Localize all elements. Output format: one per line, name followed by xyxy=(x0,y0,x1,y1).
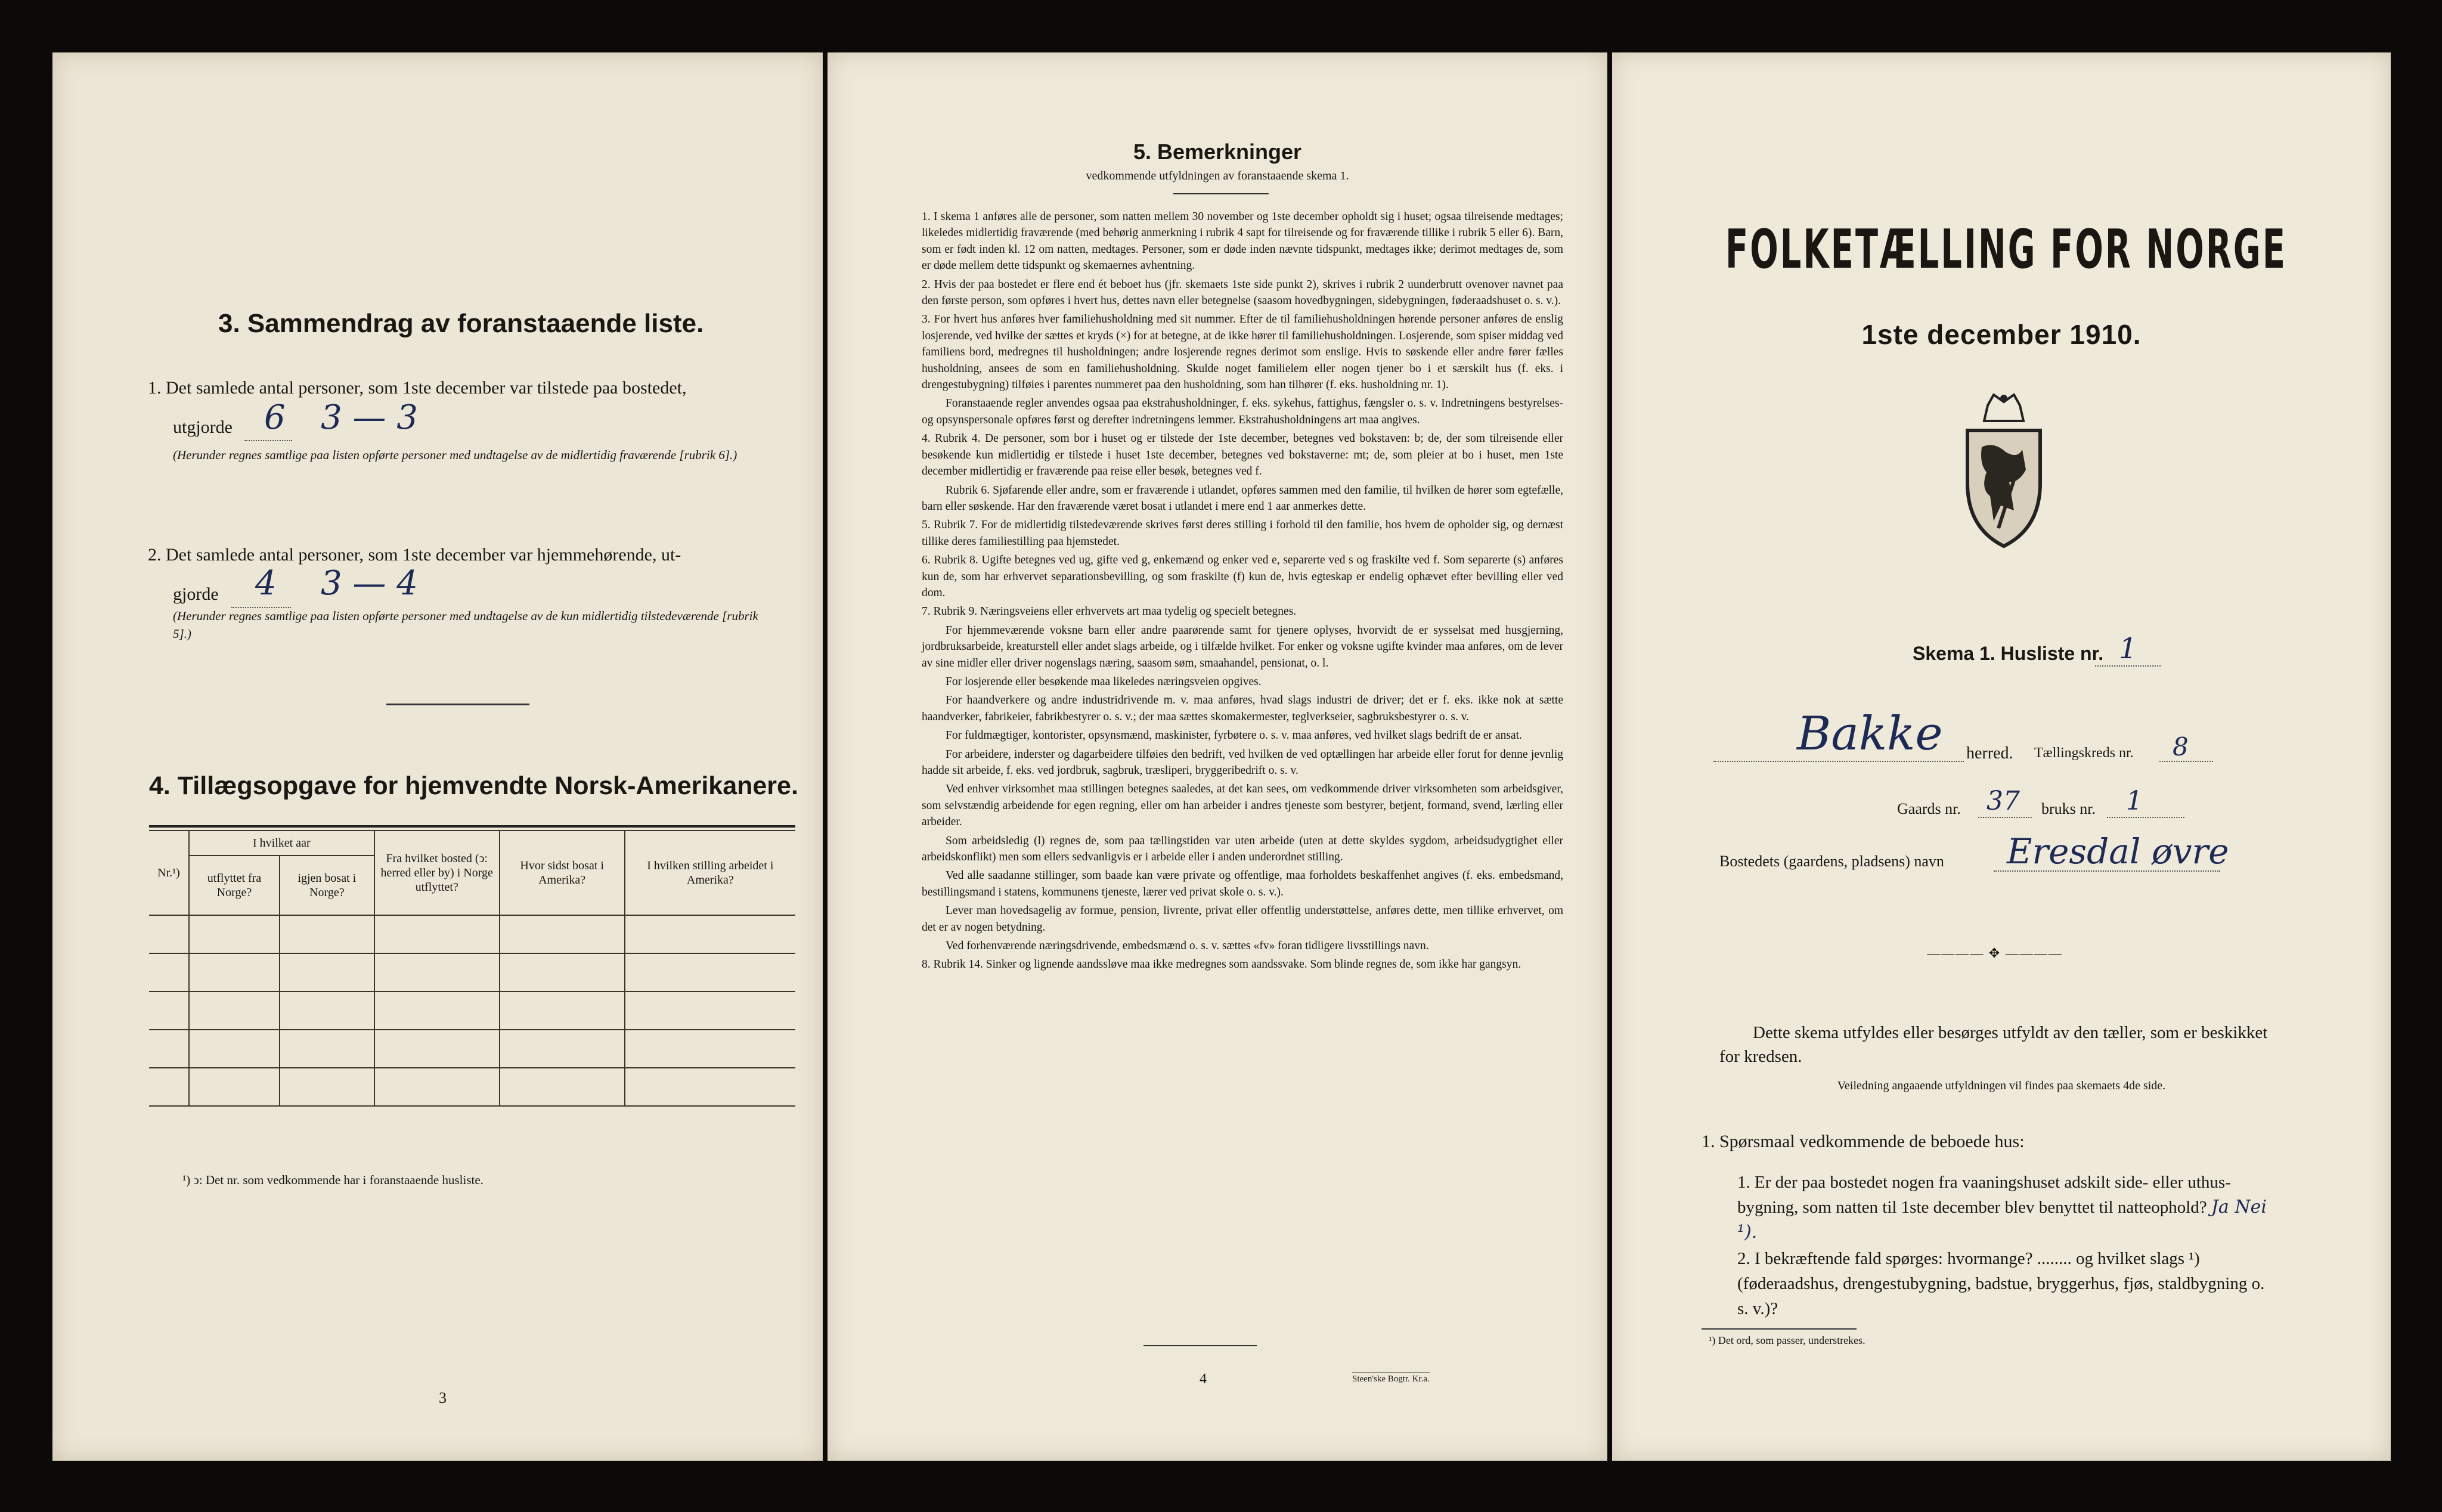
kreds-label: Tællingskreds nr. xyxy=(2034,745,2134,761)
front-footnote: ¹) Det ord, som passer, understrekes. xyxy=(1709,1334,1865,1346)
col-from-where: Fra hvilket bosted (ↄ: herred eller by) i Norge utflyttet? xyxy=(374,831,500,915)
col-last-america: Hvor sidst bosat i Amerika? xyxy=(500,831,625,915)
question-2: 2. I bekræftende fald spørges: hvormange? ........ og hvilket slags ¹) (føderaadshus, drengestubygning, badstue, bryggerhus, fjøs, staldbygning o. s. v.)? xyxy=(1737,1249,2265,1318)
summary-item-2: 2. Det samlede antal personer, som 1ste december var hjemmehørende, ut- xyxy=(148,545,681,565)
item-2-label: gjorde xyxy=(173,584,219,604)
item-1-dotted-line xyxy=(244,440,292,441)
printer-note: Steen'ske Bogtr. Kr.a. xyxy=(1352,1372,1430,1384)
item-1-label: utgjorde xyxy=(173,417,233,437)
remark-paragraph: Lever man hovedsagelig av formue, pension, livrente, privat eller offentlig understøttelse, anføres dette, men tillike erhvervet, om det er av nogen betydning. xyxy=(922,904,1563,934)
table-footnote: ¹) ↄ: Det nr. som vedkommende har i foranstaaende husliste. xyxy=(182,1173,484,1187)
husliste-line xyxy=(2095,665,2161,667)
remark-paragraph: Ved enhver virksomhet maa stillingen betegnes saaledes, at det kan sees, om vedkommende driver virksomheten som arbeidsgiver, som selvstændig arbeidende for egen regning, eller om han arbeider i andres tjeneste som bestyrer, betjent, formand, svend, lærling eller arbeider. xyxy=(922,783,1563,829)
remark-paragraph: For hjemmeværende voksne barn eller andre paarørende samt for tjenere oplyses, hvorvidt de er sysselsat med husgjerning, jordbruksarbeide, kreaturstell eller andet slags arbeide, og i tilfælde hvilket. For enker og voksne ugifte kvinder maa anføres, om de lever av sine midler eller driver nogenslags næring, saasom søm, smaahandel, pensionat, o. l. xyxy=(922,624,1563,670)
remarks-subtitle: vedkommende utfyldningen av foranstaaende skema 1. xyxy=(1086,169,1349,182)
item-2-value: 4 xyxy=(255,564,277,603)
col-returned: igjen bosat i Norge? xyxy=(280,856,374,915)
schema-label: Skema 1. Husliste nr. xyxy=(1913,643,2104,664)
herred-line xyxy=(1713,761,1964,762)
gaards-line xyxy=(1978,817,2032,818)
bruks-line xyxy=(2107,817,2184,818)
question-1-text: 1. Er der paa bostedet nogen fra vaaningshuset adskilt side- eller uthus-bygning, som natten til 1ste december blev benyttet til natteophold? xyxy=(1737,1173,2231,1217)
ornament-divider: ———— ✥ ———— xyxy=(1927,946,2063,961)
table-row xyxy=(149,1030,795,1068)
item-1-note: (Herunder regnes samtlige paa listen opførte personer med undtagelse av de midlertidig fraværende [rubrik 6].) xyxy=(173,448,737,462)
remark-paragraph: 4. Rubrik 4. De personer, som bor i huset og er tilstede der 1ste december, betegnes ved bokstaven: b; de, der som tilreisende eller besøkende kun midlertidig er tilstede i huset 1ste december, betegnes ved bokstaverne: mt; de, som pleier at bo i huset, men 1ste december midlertidig er fraværende paa reise eller besøk, betegnes ved f. xyxy=(922,432,1563,478)
remark-paragraph: 3. For hvert hus anføres hver familiehusholdning med sit nummer. Efter de til familiehusholdningen hørende personer anføres de enslig losjerende, ved hvilke der sættes et kryds (×) for at betegne, at de ikke hører til familiehusholdningen. Losjerende, som spiser middag ved familiens bord, medregnes til husholdningen; andre losjerende regnes derimot som enslige. Hvis to søskende eller andre fører fælles husholdning, ansees de som en familiehusholdning. Skulde noget familielem eller nogen tjener bo i et særskilt hus (f. eks. i drengestubygning) tilføies i parentes nummeret paa den husholdning, som han tilhører (f. eks. husholdning nr. 1). xyxy=(922,313,1563,392)
gaards-label: Gaards nr. xyxy=(1897,800,1961,817)
remark-paragraph: For arbeidere, inderster og dagarbeidere tilføies den bedrift, ved hvilken de ved optællingen har arbeide eller forut for denne jevnlig hadde sit arbeide, f. eks. ved jordbruk, sagbruk, træsliperi, bryggeribedrift o. s. v. xyxy=(922,748,1563,777)
remark-paragraph: 7. Rubrik 9. Næringsveiens eller erhvervets art maa tydelig og specielt betegnes. xyxy=(922,605,1297,618)
col-nr: Nr.¹) xyxy=(149,831,189,915)
table-row xyxy=(149,992,795,1030)
page-4-remarks xyxy=(828,52,1607,1461)
footnote-rule xyxy=(1702,1328,1857,1330)
item-1-handwritten: 3 — 3 xyxy=(321,398,418,437)
remark-paragraph: For losjerende eller besøkende maa likeledes næringsveien opgives. xyxy=(946,675,1262,688)
col-group-year: I hvilket aar xyxy=(189,831,374,856)
item-2-handwritten: 3 — 4 xyxy=(321,564,418,603)
husliste-value: 1 xyxy=(2119,632,2137,665)
intro-small: Veiledning angaaende utfyldningen vil findes paa skemaets 4de side. xyxy=(1837,1079,2166,1092)
section-3-title: 3. Sammendrag av foranstaaende liste. xyxy=(218,309,704,338)
section-4-title: 4. Tillægsopgave for hjemvendte Norsk-Amerikanere. xyxy=(149,772,798,800)
remark-paragraph: Som arbeidsledig (l) regnes de, som paa tællingstiden var uten arbeide (uten at dette skyldes sygdom, arbeidsudygtighet eller arbeidskonflikt) men som ellers sedvanligvis er i arbeide eller i anden underordnet stilling. xyxy=(922,834,1563,864)
norway-coat-of-arms-icon xyxy=(1952,394,2056,551)
remark-paragraph: Foranstaaende regler anvendes ogsaa paa ekstrahusholdninger, f. eks. sykehus, fattighus, fængsler o. s. v. Indretningens bestyrelses- og opsynspersonale opføres først og derefter indretningens lemmer. Ekstrahusholdningens art maa angives. xyxy=(922,397,1563,426)
remark-paragraph: 2. Hvis der paa bostedet er flere end ét beboet hus (jfr. skemaets 1ste side punkt 2), skrives i rubrik 2 uunderbrutt ovenover navnet paa den første person, som opføres i hvert hus, dettes navn eller betegnelse (saasom hovedbygningen, sidebygningen, føderaadshuset o. s. v.). xyxy=(922,278,1563,308)
col-emigrated: utflyttet fra Norge? xyxy=(189,856,280,915)
remark-paragraph: Ved alle saadanne stillinger, som baade kan være private og offentlige, maa forholdets beskaffenhet angives (f. eks. embedsmand, bestillingsmand i statens, kommunens tjeneste, lærer ved privat skole o. s. v.). xyxy=(922,869,1563,898)
question-heading: 1. Spørsmaal vedkommende de beboede hus: xyxy=(1702,1132,2025,1151)
gaards-value: 37 xyxy=(1987,786,2020,816)
item-1-value: 6 xyxy=(264,398,286,437)
census-date: 1ste december 1910. xyxy=(1861,319,2142,350)
summary-item-1: 1. Det samlede antal personer, som 1ste december var tilstede paa bostedet, xyxy=(148,378,687,398)
remark-paragraph: 8. Rubrik 14. Sinker og lignende aandssløve maa ikke medregnes som aandssvake. Som blinde regnes de, som ikke har gangsyn. xyxy=(922,958,1521,971)
norsk-amerikanere-table xyxy=(149,830,795,1107)
remark-paragraph: For fuldmægtiger, kontorister, opsynsmænd, maskinister, fyrbøtere o. s. v. maa anføres, ved hvilket slags bedrift de er ansat. xyxy=(946,729,1522,742)
question-1-answer: Ja Nei ¹). xyxy=(1737,1197,2267,1243)
page-number-3: 3 xyxy=(439,1389,447,1406)
intro-text: Dette skema utfyldes eller besørges utfyldt av den tæller, som er beskikket for kredsen. xyxy=(1719,1023,2268,1066)
remark-paragraph: 1. I skema 1 anføres alle de personer, som natten mellem 30 november og 1ste december opholdt sig i huset; ogsaa tilreisende medtages; likeledes midlertidig fraværende (med behørig anmerkning i rubrik 4 sapt for tilreisende og for fraværende tillike i rubrik 5 eller 6). Barn, som er født inden kl. 12 om natten, medtages. Personer, som er døde inden nævnte tidspunkt, medtages ikke; derimot medtages de, som er døde mellem dette tidspunkt og skemaernes avhentning. xyxy=(922,210,1563,272)
page-3-summary xyxy=(52,52,823,1461)
remark-paragraph: 5. Rubrik 7. For de midlertidig tilstedeværende skrives først deres stilling i forhold til den familie, hos hvem de opholder sig, og dernæst tillike deres familiestilling paa hjemstedet. xyxy=(922,519,1563,548)
remark-paragraph: Ved forhenværende næringsdrivende, embedsmænd o. s. v. sættes «fv» foran tidligere livsstillings navn. xyxy=(946,940,1429,953)
herred-value: Bakke xyxy=(1797,707,1943,761)
herred-label: herred. xyxy=(1966,744,2013,763)
item-2-note: (Herunder regnes samtlige paa listen opførte personer med undtagelse av de kun midlertidig tilstedeværende [rubrik 5].) xyxy=(173,609,758,641)
title-rule xyxy=(1173,193,1269,194)
col-position: I hvilken stilling arbeidet i Amerika? xyxy=(625,831,795,915)
kreds-value: 8 xyxy=(2173,732,2189,761)
main-title: FOLKETÆLLING FOR NORGE xyxy=(1725,218,2288,281)
table-row xyxy=(149,953,795,992)
separator-rule xyxy=(386,704,529,705)
bosted-value: Eresdal øvre xyxy=(2007,831,2229,872)
bosted-label: Bostedets (gaardens, pladsens) navn xyxy=(1719,853,1944,870)
remarks-list xyxy=(922,209,1563,975)
page-number-4: 4 xyxy=(1200,1371,1207,1387)
bruks-label: bruks nr. xyxy=(2041,800,2096,817)
bottom-rule xyxy=(1143,1345,1257,1346)
table-top-rule xyxy=(149,825,795,828)
table-row xyxy=(149,915,795,953)
table-row xyxy=(149,1068,795,1106)
remark-paragraph: For haandverkere og andre industridrivende m. v. maa anføres, hvad slags industri de driver; det er f. eks. ikke nok at sætte haandverker, fabrikeier, fabrikbestyrer o. s. v.; der maa sættes skomakermester, teglverkseier, sagbruksbestyrer o. s. v. xyxy=(922,694,1563,723)
remarks-title: 5. Bemerkninger xyxy=(1133,140,1302,164)
remark-paragraph: Rubrik 6. Sjøfarende eller andre, som er fraværende i utlandet, opføres sammen med den familie, til hvilken de hører som egtefælle, barn eller søskende. Har den fraværende været bosat i utlandet i mere end 1 aar anmerkes dette. xyxy=(922,484,1563,513)
remark-paragraph: 6. Rubrik 8. Ugifte betegnes ved ug, gifte ved g, enkemænd og enker ved e, separerte ved s og fraskilte ved f. Som separerte (s) anføres kun de, som har erhvervet separationsbevilling, og som fraskilte (f) kun de, hvis egteskap er endelig ophævet efter bevilling eller ved dom. xyxy=(922,554,1563,599)
bruks-value: 1 xyxy=(2126,786,2143,816)
question-1 xyxy=(1737,1170,2274,1245)
page-1-front xyxy=(1612,52,2391,1461)
